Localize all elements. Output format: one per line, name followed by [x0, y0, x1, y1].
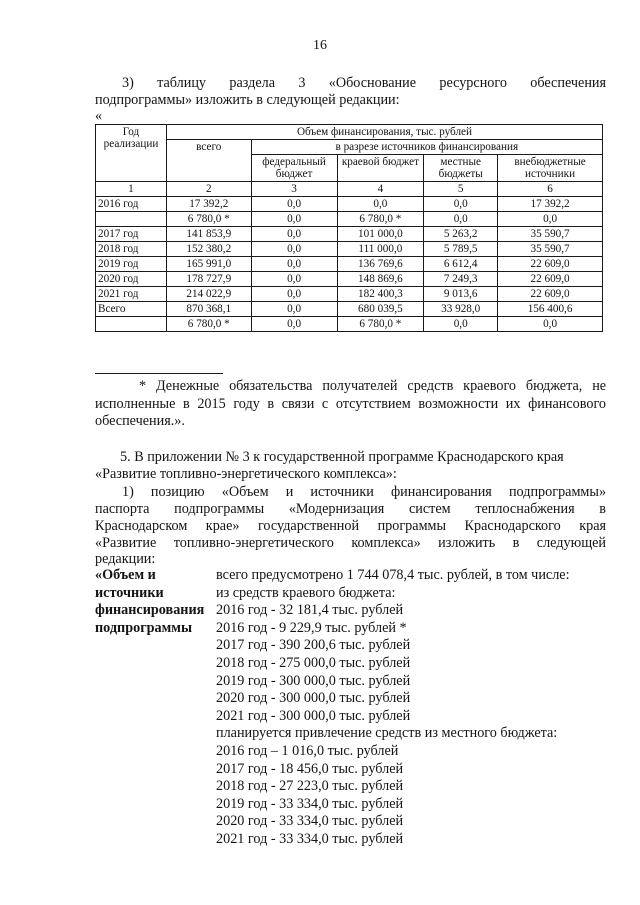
item1-line-4 — [95, 535, 606, 553]
header-year: Год реализации — [96, 125, 167, 182]
col-number: 2 — [166, 182, 251, 197]
table-cell-year: 2018 год — [96, 242, 167, 257]
table-row — [96, 227, 603, 242]
table-cell-extra: 22 609,0 — [498, 287, 603, 302]
table-cell-regional: 0,0 — [337, 197, 424, 212]
word: «Развитие — [95, 535, 157, 551]
table-cell-total: 6 780,0 * — [166, 212, 251, 227]
word: теплоснабжения — [475, 501, 575, 517]
passport-label-line: источники — [95, 584, 164, 601]
table-cell-federal: 0,0 — [251, 317, 337, 332]
table-cell-regional: 680 039,5 — [337, 302, 424, 317]
word: паспорта — [95, 501, 150, 517]
passport-value-line: 2019 год - 300 000,0 тыс. рублей — [216, 672, 411, 689]
word: подпрограммы» — [508, 484, 607, 500]
passport-label-line: «Объем и — [95, 567, 156, 583]
table-row — [96, 212, 603, 227]
table-cell-local: 6 612,4 — [424, 257, 498, 272]
col-number: 4 — [337, 182, 424, 197]
passport-value-line: 2021 год - 300 000,0 тыс. рублей — [216, 707, 411, 724]
passport-value-line: всего предусмотрено 1 744 078,4 тыс. рублей, в том числе: — [216, 567, 570, 583]
table-cell-regional: 182 400,3 — [337, 287, 424, 302]
word: в — [183, 396, 190, 412]
passport-values — [216, 567, 605, 849]
word: * — [139, 378, 147, 394]
word: 2015 — [197, 396, 226, 412]
table-cell-total: 178 727,9 — [166, 272, 251, 287]
header-extra: внебюджетные источники — [498, 155, 603, 182]
table-cell-year — [96, 317, 167, 332]
table-cell-total: 214 022,9 — [166, 287, 251, 302]
word: в — [512, 535, 520, 551]
table-cell-total: 17 392,2 — [166, 197, 251, 212]
word: комплекса» — [351, 535, 421, 551]
word: систем — [408, 501, 451, 517]
header-volume: Объем финансирования, тыс. рублей — [166, 125, 602, 140]
table-row — [96, 242, 603, 257]
passport-label — [95, 567, 215, 637]
footnote-line-2 — [95, 396, 606, 414]
word: источники — [310, 484, 374, 500]
table-cell-federal: 0,0 — [251, 287, 337, 302]
table-cell-year: 2016 год — [96, 197, 167, 212]
word: 1) позицию — [122, 484, 205, 500]
table-cell-extra: 17 392,2 — [498, 197, 603, 212]
passport-value-line: 2020 год - 33 334,0 тыс. рублей — [216, 813, 404, 830]
word: следующей — [536, 535, 607, 551]
word: программы — [377, 518, 447, 534]
word: финансового — [528, 396, 607, 412]
table-cell-regional: 148 869,6 — [337, 272, 424, 287]
section5-line-1: 5. В приложении № 3 к государственной программе Краснодарского края — [120, 449, 564, 465]
word: финансирования — [390, 484, 492, 500]
table-cell-extra: 35 590,7 — [498, 242, 603, 257]
header-total: всего — [166, 140, 251, 182]
table-cell-year: 2020 год — [96, 272, 167, 287]
financing-table — [95, 124, 603, 332]
word: изложить — [438, 535, 496, 551]
word: не — [592, 378, 607, 394]
footnote-line-1 — [139, 378, 606, 396]
col-number: 5 — [424, 182, 498, 197]
table-cell-federal: 0,0 — [251, 197, 337, 212]
table-cell-federal: 0,0 — [251, 212, 337, 227]
word: подпрограммы — [174, 501, 265, 517]
passport-value-line: 2016 год – 1 016,0 тыс. рублей — [216, 742, 399, 759]
word: и — [285, 484, 294, 500]
word: отсутствием — [335, 396, 411, 412]
passport-value-line: из средств краевого бюджета: — [216, 584, 396, 601]
table-cell-federal: 0,0 — [251, 242, 337, 257]
item1-line-5: редакции: — [95, 551, 156, 567]
table-cell-federal: 0,0 — [251, 227, 337, 242]
passport-label-line: подпрограммы — [95, 619, 193, 636]
word: обеспечения — [530, 75, 607, 91]
passport-value-line: 2018 год - 27 223,0 тыс. рублей — [216, 778, 404, 795]
table-cell-year — [96, 212, 167, 227]
table-cell-total: 141 853,9 — [166, 227, 251, 242]
passport-label-line: финансирования — [95, 602, 205, 619]
table-cell-local: 5 789,5 — [424, 242, 498, 257]
passport-value-line: 2019 год - 33 334,0 тыс. рублей — [216, 795, 404, 812]
intro-line-1 — [122, 75, 606, 93]
table-cell-extra: 0,0 — [498, 212, 603, 227]
table-cell-local: 0,0 — [424, 317, 498, 332]
word: крае» — [205, 518, 240, 534]
col-number: 6 — [498, 182, 603, 197]
table-cell-extra: 35 590,7 — [498, 227, 603, 242]
table-cell-regional: 101 000,0 — [337, 227, 424, 242]
word: с — [321, 396, 329, 412]
passport-value-line: 2016 год - 9 229,9 тыс. рублей * — [216, 619, 407, 636]
table-cell-local: 5 263,2 — [424, 227, 498, 242]
footnote-line-3: обеспечения.». — [95, 413, 185, 429]
table-cell-regional: 136 769,6 — [337, 257, 424, 272]
table-cell-extra: 156 400,6 — [498, 302, 603, 317]
word: Краснодарском — [95, 518, 188, 534]
header-federal: федеральный бюджет — [251, 155, 337, 182]
header-breakdown: в разрезе источников финансирования — [251, 140, 602, 155]
table-cell-year: Всего — [96, 302, 167, 317]
word: получателей — [322, 378, 398, 394]
passport-value-line: 2021 год - 33 334,0 тыс. рублей — [216, 830, 404, 847]
word: Краснодарского — [464, 518, 561, 534]
table-cell-federal: 0,0 — [251, 272, 337, 287]
word: средств — [407, 378, 454, 394]
section5-line-2: «Развитие топливно-энергетического комплекса»: — [95, 466, 397, 482]
word: 3) таблицу — [122, 75, 207, 91]
word: края — [579, 518, 607, 534]
table-cell-year: 2019 год — [96, 257, 167, 272]
header-regional: краевой бюджет — [337, 155, 424, 182]
passport-value-line: 2017 год - 390 200,6 тыс. рублей — [216, 637, 411, 654]
word: обязательства — [229, 378, 313, 394]
word: возможности — [418, 396, 499, 412]
word: топливно-энергетического — [173, 535, 334, 551]
table-row — [96, 272, 603, 287]
word: «Объем — [221, 484, 269, 500]
table-cell-regional: 111 000,0 — [337, 242, 424, 257]
table-cell-total: 870 368,1 — [166, 302, 251, 317]
word: их — [505, 396, 521, 412]
word: в — [267, 396, 275, 412]
table-row — [96, 197, 603, 212]
table-row — [96, 257, 603, 272]
header-local: местные бюджеты — [424, 155, 498, 182]
word: ресурсного — [439, 75, 507, 91]
word: государственной — [257, 518, 360, 534]
table-row — [96, 302, 603, 317]
passport-value-line: 2017 год - 18 456,0 тыс. рублей — [216, 760, 404, 777]
word: бюджета, — [525, 378, 583, 394]
table-cell-year: 2017 год — [96, 227, 167, 242]
table-cell-local: 7 249,3 — [424, 272, 498, 287]
table-cell-federal: 0,0 — [251, 302, 337, 317]
word: 3 — [298, 75, 306, 91]
word: исполненные — [95, 396, 176, 412]
word: в — [599, 501, 606, 517]
table-cell-local: 0,0 — [424, 212, 498, 227]
table-cell-regional: 6 780,0 * — [337, 317, 424, 332]
table-cell-federal: 0,0 — [251, 257, 337, 272]
word: «Модернизация — [288, 501, 385, 517]
footnote-divider — [95, 373, 223, 374]
passport-value-line: планируется привлечение средств из местного бюджета: — [216, 725, 558, 742]
table-cell-extra: 22 609,0 — [498, 257, 603, 272]
table-row — [96, 317, 603, 332]
table-cell-total: 165 991,0 — [166, 257, 251, 272]
passport-value-line: 2018 год - 275 000,0 тыс. рублей — [216, 654, 411, 671]
table-cell-local: 0,0 — [424, 197, 498, 212]
word: краевого — [463, 378, 517, 394]
column-number-row — [96, 182, 603, 197]
table-cell-total: 6 780,0 * — [166, 317, 251, 332]
table-cell-extra: 0,0 — [498, 317, 603, 332]
open-quote: « — [95, 108, 103, 124]
item1-line-2 — [95, 501, 606, 519]
word: Денежные — [155, 378, 220, 394]
word: связи — [281, 396, 315, 412]
item1-line-3 — [95, 518, 606, 536]
item1-line-1 — [122, 484, 606, 502]
passport-value-line: 2016 год - 32 181,4 тыс. рублей — [216, 602, 404, 619]
passport-value-line: 2020 год - 300 000,0 тыс. рублей — [216, 690, 411, 707]
table-cell-total: 152 380,2 — [166, 242, 251, 257]
page-number: 16 — [313, 38, 327, 53]
intro-line-2: подпрограммы» изложить в следующей редакции: — [95, 92, 400, 108]
table-row — [96, 287, 603, 302]
table-cell-year: 2021 год — [96, 287, 167, 302]
col-number: 3 — [251, 182, 337, 197]
word: «Обоснование — [328, 75, 417, 91]
word: году — [233, 396, 260, 412]
word: раздела — [229, 75, 275, 91]
table-cell-extra: 22 609,0 — [498, 272, 603, 287]
table-cell-regional: 6 780,0 * — [337, 212, 424, 227]
table-cell-local: 33 928,0 — [424, 302, 498, 317]
table-cell-local: 9 013,6 — [424, 287, 498, 302]
col-number: 1 — [96, 182, 167, 197]
